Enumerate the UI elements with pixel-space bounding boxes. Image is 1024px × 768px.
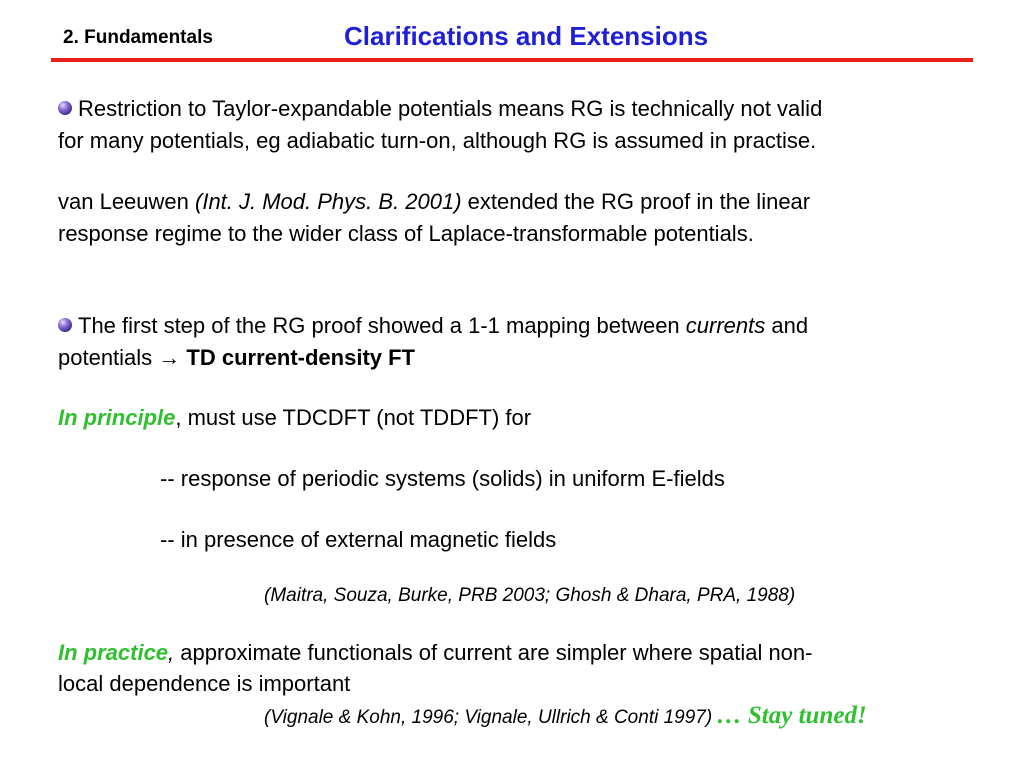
reference-2-line xyxy=(264,702,867,730)
slide-title: Clarifications and Extensions xyxy=(344,21,709,51)
block1-line2: for many potentials, eg adiabatic turn-on, although RG is assumed in practise. xyxy=(58,128,817,153)
block3-line2-pre: potentials xyxy=(58,345,159,370)
block2-line1-pre: van Leeuwen xyxy=(58,189,195,214)
block2-line1 xyxy=(58,186,810,218)
principle-rest: , must use TDCDFT (not TDDFT) for xyxy=(175,405,532,430)
block2-line2: response regime to the wider class of Laplace-transformable potentials. xyxy=(58,221,754,246)
right-arrow-icon: → xyxy=(158,345,181,370)
block1-line1 xyxy=(58,93,822,125)
block3-line1 xyxy=(58,310,808,342)
block3-line1-pre: The first step of the RG proof showed a 1-1 mapping between xyxy=(78,313,686,338)
block3-currents: currents xyxy=(685,313,766,338)
bullet-icon xyxy=(58,318,72,332)
practice-emphasis: In practice xyxy=(58,640,169,665)
practice-line1-rest: approximate functionals of current are simpler where spatial non- xyxy=(174,640,813,665)
list-item-1: -- response of periodic systems (solids) in uniform E-fields xyxy=(160,466,725,491)
block3-line2 xyxy=(58,342,415,374)
stay-tuned: … Stay tuned! xyxy=(716,702,867,729)
principle-emphasis: In principle xyxy=(58,405,176,430)
reference-1: (Maitra, Souza, Burke, PRB 2003; Ghosh & Dhara, PRA, 1988) xyxy=(264,585,796,606)
bullet-icon xyxy=(58,101,72,115)
block2-citation: (Int. J. Mod. Phys. B. 2001) xyxy=(195,189,462,214)
practice-comma: , xyxy=(168,640,175,665)
list-item-2: -- in presence of external magnetic fields xyxy=(160,527,557,552)
title-divider xyxy=(51,58,973,62)
practice-line1 xyxy=(58,637,812,669)
practice-line2: local dependence is important xyxy=(58,671,351,696)
reference-2: (Vignale & Kohn, 1996; Vignale, Ullrich & Conti 1997) xyxy=(264,707,713,728)
block3-line1-post: and xyxy=(765,313,809,338)
block2-line1-post: extended the RG proof in the linear xyxy=(461,189,811,214)
principle-line xyxy=(58,402,531,434)
block3-emphasis: TD current-density FT xyxy=(186,345,415,370)
block1-line1-text: Restriction to Taylor-expandable potentials means RG is technically not valid xyxy=(78,96,823,121)
section-label: 2. Fundamentals xyxy=(63,27,213,48)
